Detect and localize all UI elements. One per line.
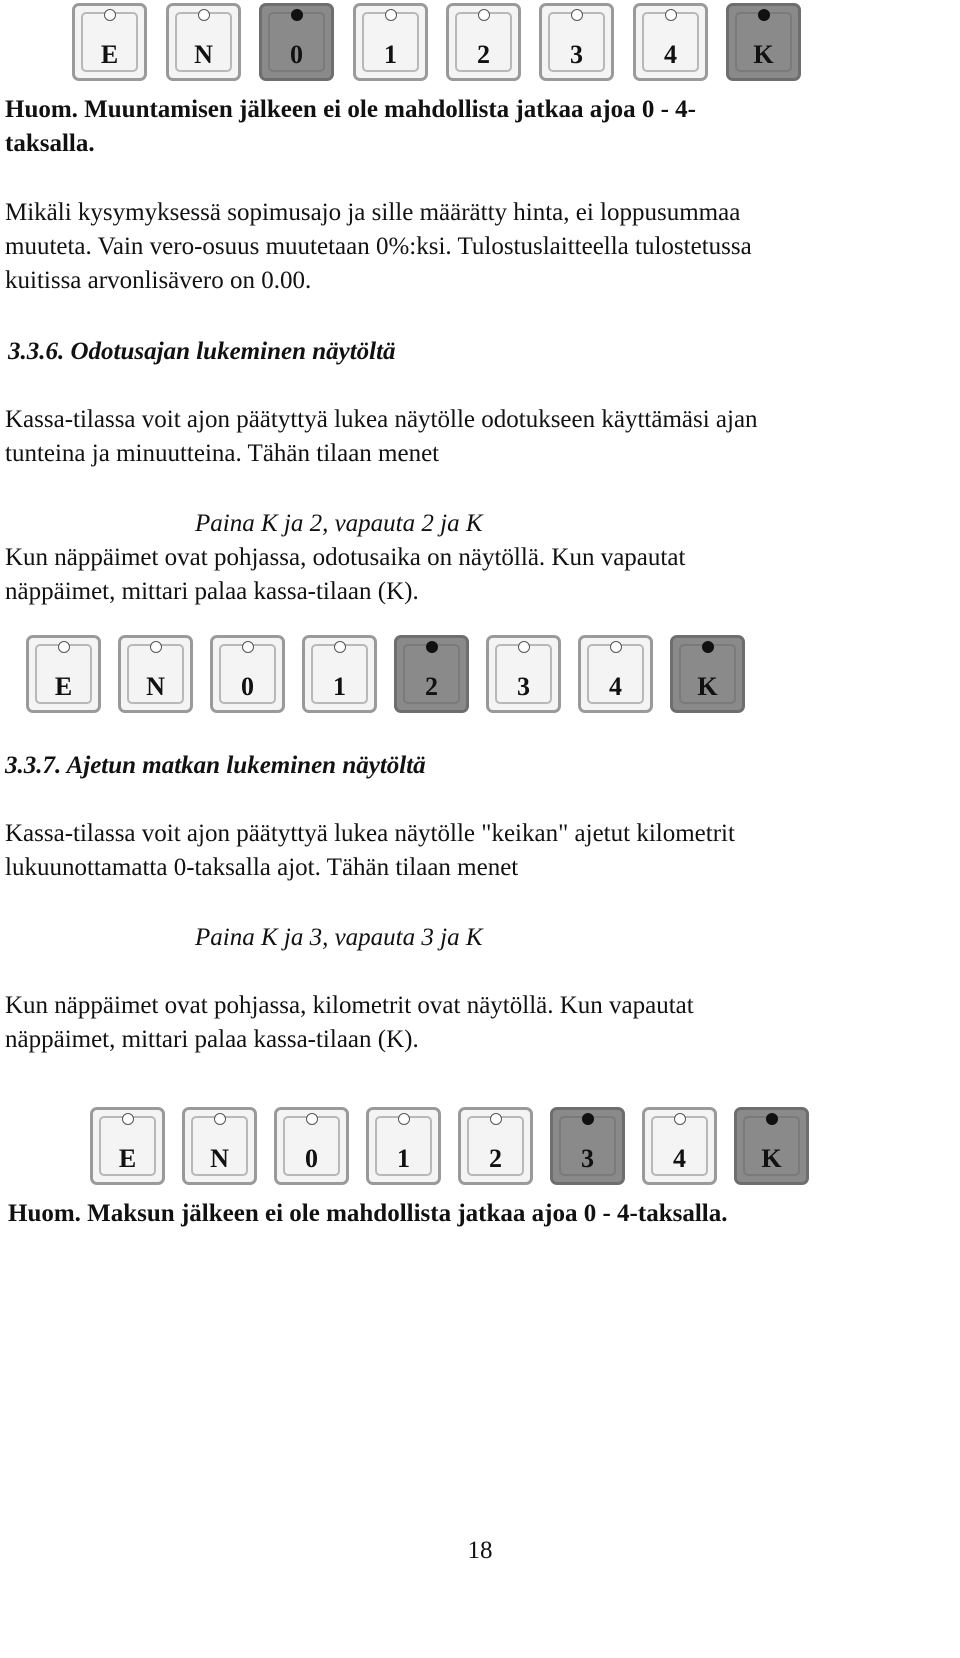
led-indicator-icon (398, 1113, 410, 1125)
note-after-payment: Huom. Maksun jälkeen ei ole mahdollista jatkaa ajoa 0 - 4-taksalla. (8, 1200, 728, 1227)
paragraph-distance-line-2: lukuunottamatta 0-taksalla ajot. Tähän tilaan menet (5, 854, 519, 881)
key-1[interactable]: 1 (353, 3, 428, 81)
key-2[interactable]: 2 (446, 3, 521, 81)
paragraph-waiting-time-line-1: Kassa-tilassa voit ajon päätyttyä lukea näytölle odotukseen käyttämäsi ajan (5, 406, 758, 433)
key-n[interactable]: N (118, 635, 193, 713)
key-0[interactable]: 0 (259, 3, 334, 81)
key-1[interactable]: 1 (302, 635, 377, 713)
note-after-conversion-line-1: Huom. Muuntamisen jälkeen ei ole mahdollista jatkaa ajoa 0 - 4- (5, 96, 696, 123)
led-indicator-icon (582, 1113, 594, 1125)
key-0[interactable]: 0 (210, 635, 285, 713)
key-1[interactable]: 1 (366, 1107, 441, 1185)
led-indicator-icon (674, 1113, 686, 1125)
key-2[interactable]: 2 (394, 635, 469, 713)
section-heading-3-3-7: 3.3.7. Ajetun matkan lukeminen näytöltä (5, 752, 426, 779)
led-indicator-icon (242, 641, 254, 653)
paragraph-contract-price-line-2: muuteta. Vain vero-osuus muutetaan 0%:ksi. Tulostuslaitteella tulostetussa (5, 233, 752, 260)
led-indicator-icon (291, 9, 303, 21)
paragraph-keys-held-distance-line-1: Kun näppäimet ovat pohjassa, kilometrit ovat näytöllä. Kun vapautat (5, 992, 694, 1019)
led-indicator-icon (518, 641, 530, 653)
page-number: 18 (467, 1537, 493, 1564)
key-k[interactable]: K (670, 635, 745, 713)
key-4[interactable]: 4 (633, 3, 708, 81)
key-3[interactable]: 3 (486, 635, 561, 713)
keypad-row-1 (72, 3, 832, 83)
led-indicator-icon (665, 9, 677, 21)
paragraph-contract-price-line-3: kuitissa arvonlisävero on 0.00. (5, 267, 312, 294)
led-indicator-icon (758, 9, 770, 21)
paragraph-keys-held-distance-line-2: näppäimet, mittari palaa kassa-tilaan (K). (5, 1026, 419, 1053)
led-indicator-icon (58, 641, 70, 653)
paragraph-keys-held-waiting-line-2: näppäimet, mittari palaa kassa-tilaan (K). (5, 578, 419, 605)
key-3[interactable]: 3 (550, 1107, 625, 1185)
key-e[interactable]: E (72, 3, 147, 81)
key-n[interactable]: N (166, 3, 241, 81)
led-indicator-icon (334, 641, 346, 653)
led-indicator-icon (214, 1113, 226, 1125)
key-k[interactable]: K (726, 3, 801, 81)
keypad-row-2 (26, 635, 786, 715)
led-indicator-icon (198, 9, 210, 21)
paragraph-waiting-time-line-2: tunteina ja minuutteina. Tähän tilaan menet (5, 440, 440, 467)
key-2[interactable]: 2 (458, 1107, 533, 1185)
led-indicator-icon (122, 1113, 134, 1125)
led-indicator-icon (610, 641, 622, 653)
key-e[interactable]: E (90, 1107, 165, 1185)
paragraph-keys-held-waiting-line-1: Kun näppäimet ovat pohjassa, odotusaika on näytöllä. Kun vapautat (5, 544, 686, 571)
key-0[interactable]: 0 (274, 1107, 349, 1185)
led-indicator-icon (490, 1113, 502, 1125)
note-after-conversion-line-2: taksalla. (5, 130, 95, 157)
key-4[interactable]: 4 (578, 635, 653, 713)
led-indicator-icon (766, 1113, 778, 1125)
led-indicator-icon (478, 9, 490, 21)
led-indicator-icon (385, 9, 397, 21)
keypad-row-3 (90, 1107, 850, 1187)
led-indicator-icon (104, 9, 116, 21)
instruction-press-k-and-3: Paina K ja 3, vapauta 3 ja K (195, 924, 483, 951)
led-indicator-icon (571, 9, 583, 21)
instruction-press-k-and-2: Paina K ja 2, vapauta 2 ja K (195, 510, 483, 537)
led-indicator-icon (306, 1113, 318, 1125)
led-indicator-icon (150, 641, 162, 653)
key-k[interactable]: K (734, 1107, 809, 1185)
led-indicator-icon (426, 641, 438, 653)
key-3[interactable]: 3 (539, 3, 614, 81)
key-4[interactable]: 4 (642, 1107, 717, 1185)
section-heading-3-3-6: 3.3.6. Odotusajan lukeminen näytöltä (8, 338, 396, 365)
led-indicator-icon (702, 641, 714, 653)
key-e[interactable]: E (26, 635, 101, 713)
paragraph-contract-price-line-1: Mikäli kysymyksessä sopimusajo ja sille määrätty hinta, ei loppusummaa (5, 199, 741, 226)
paragraph-distance-line-1: Kassa-tilassa voit ajon päätyttyä lukea näytölle "keikan" ajetut kilometrit (5, 820, 735, 847)
key-n[interactable]: N (182, 1107, 257, 1185)
